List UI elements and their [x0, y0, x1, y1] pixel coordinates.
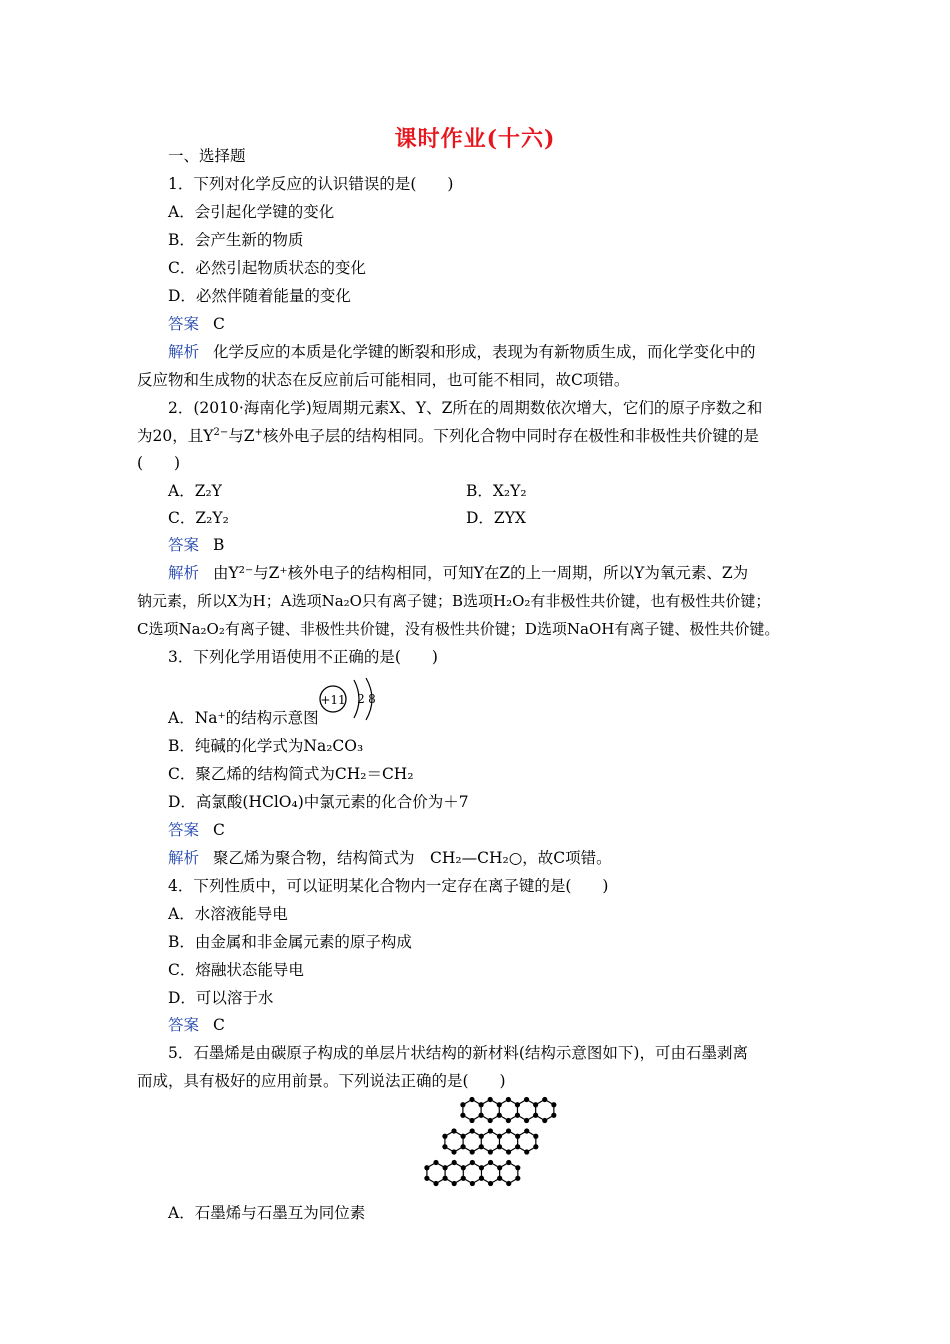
question-4-option-d: D．可以溶于水	[168, 989, 274, 1007]
nucleus-charge: +11	[320, 693, 346, 707]
carbon-atom	[488, 1128, 493, 1133]
question-4-answer	[168, 1015, 225, 1035]
carbon-atom	[506, 1118, 511, 1123]
question-4-stem: 4．下列性质中，可以证明某化合物内一定存在离子键的是( )	[168, 877, 609, 895]
question-5-option-a: A．石墨烯与石墨互为同位素	[168, 1204, 366, 1222]
question-3-option-d: D．高氯酸(HClO₄)中氯元素的化合价为＋7	[168, 793, 469, 811]
question-2-analysis	[168, 563, 748, 583]
analysis-label: 解析	[168, 849, 200, 867]
question-2-stem-paren: ( )	[137, 454, 181, 472]
carbon-atom	[506, 1097, 511, 1102]
carbon-atom	[488, 1118, 493, 1123]
carbon-atom	[470, 1149, 475, 1154]
carbon-atom	[479, 1165, 484, 1170]
carbon-atom	[433, 1160, 438, 1165]
stem-text: 为20，且Y	[137, 427, 214, 445]
shell-1-count: 2	[357, 692, 365, 706]
question-1-analysis	[168, 342, 756, 362]
carbon-atom	[497, 1102, 502, 1107]
question-1-answer	[168, 314, 225, 334]
carbon-atom	[442, 1176, 447, 1181]
stem-text: 核外电子层的结构相同。下列化合物中同时存在极性和非极性共价键的是	[262, 427, 759, 445]
question-3-analysis	[168, 848, 612, 868]
carbon-atom	[488, 1097, 493, 1102]
question-1-option-a: A．会引起化学键的变化	[168, 203, 335, 221]
carbon-atom	[515, 1113, 520, 1118]
question-2-option-b: B．X₂Y₂	[466, 482, 527, 500]
carbon-atom	[424, 1165, 429, 1170]
shell-2-count: 8	[368, 692, 376, 706]
question-1-analysis-cont: 反应物和生成物的状态在反应前后可能相同，也可能不相同，故C项错。	[137, 371, 630, 389]
answer-label: 答案	[168, 821, 200, 839]
graphene-structure-diagram	[420, 1094, 570, 1198]
question-3-answer	[168, 820, 225, 840]
charge-sup: 2−	[213, 426, 229, 438]
carbon-atom	[524, 1097, 529, 1102]
carbon-atom	[506, 1160, 511, 1165]
question-4-option-a: A．水溶液能导电	[168, 905, 288, 923]
question-2-stem: 2．(2010·海南化学)短周期元素X、Y、Z所在的周期数依次增大，它们的原子序数之和	[168, 399, 763, 417]
carbon-atom	[488, 1160, 493, 1165]
carbon-atom	[442, 1144, 447, 1149]
carbon-atom	[451, 1149, 456, 1154]
carbon-atom	[497, 1165, 502, 1170]
carbon-atom	[533, 1144, 538, 1149]
carbon-atom	[515, 1165, 520, 1170]
carbon-atom	[442, 1165, 447, 1170]
analysis-text: 由Y²⁻与Z⁺核外电子的结构相同，可知Y在Z的上一周期，所以Y为氧元素、Z为	[213, 564, 749, 582]
carbon-atom	[497, 1113, 502, 1118]
answer-label: 答案	[168, 315, 200, 333]
question-4-option-b: B．由金属和非金属元素的原子构成	[168, 933, 412, 951]
sodium-ion-structure-diagram	[316, 676, 386, 722]
question-3-stem: 3．下列化学用语使用不正确的是( )	[168, 648, 438, 666]
carbon-atom	[497, 1144, 502, 1149]
carbon-atom	[478, 1113, 483, 1118]
carbon-atom	[515, 1102, 520, 1107]
carbon-atom	[478, 1102, 483, 1107]
carbon-atom	[533, 1102, 538, 1107]
carbon-atom	[470, 1181, 475, 1186]
carbon-atom	[470, 1160, 475, 1165]
carbon-atom	[524, 1149, 529, 1154]
carbon-atom	[542, 1118, 547, 1123]
question-5-stem: 5．石墨烯是由碳原子构成的单层片状结构的新材料(结构示意图如下)，可由石墨剥离	[168, 1044, 748, 1062]
carbon-atom	[460, 1134, 465, 1139]
carbon-atom	[515, 1176, 520, 1181]
question-1-option-c: C．必然引起物质状态的变化	[168, 259, 366, 277]
question-2-option-d: D．ZYX	[466, 509, 526, 527]
carbon-atom	[469, 1118, 474, 1123]
question-4-option-c: C．熔融状态能导电	[168, 961, 304, 979]
charge-sup: +	[254, 426, 263, 438]
answer-value: C	[213, 1016, 225, 1034]
question-3-option-a: A．Na⁺的结构示意图	[168, 709, 319, 727]
question-2-stem-cont	[137, 426, 759, 446]
carbon-atom	[506, 1181, 511, 1186]
answer-value: B	[213, 536, 225, 554]
carbon-atom	[452, 1181, 457, 1186]
carbon-atom	[551, 1113, 556, 1118]
answer-value: C	[213, 315, 225, 333]
carbon-atom	[469, 1097, 474, 1102]
carbon-atom	[479, 1176, 484, 1181]
section-heading: 一、选择题	[168, 147, 246, 165]
carbon-atom	[497, 1176, 502, 1181]
answer-label: 答案	[168, 1016, 200, 1034]
carbon-atom	[488, 1181, 493, 1186]
carbon-atom	[424, 1176, 429, 1181]
carbon-atom	[460, 1113, 465, 1118]
carbon-atom	[515, 1144, 520, 1149]
carbon-atom	[433, 1181, 438, 1186]
carbon-atom	[451, 1128, 456, 1133]
question-3-option-b: B．纯碱的化学式为Na₂CO₃	[168, 737, 364, 755]
question-2-option-c: C．Z₂Y₂	[168, 509, 229, 527]
page-title: 课时作业(十六)	[394, 126, 556, 152]
question-2-analysis-cont: 钠元素，所以X为H；A选项Na₂O只有离子键；B选项H₂O₂有非极性共价键，也有极性共价键；	[137, 592, 771, 610]
carbon-atom	[479, 1144, 484, 1149]
carbon-atom	[452, 1160, 457, 1165]
question-1-option-d: D．必然伴随着能量的变化	[168, 287, 351, 305]
carbon-atom	[533, 1113, 538, 1118]
analysis-label: 解析	[168, 564, 200, 582]
answer-label: 答案	[168, 536, 200, 554]
carbon-atom	[488, 1149, 493, 1154]
carbon-atom	[515, 1134, 520, 1139]
question-3-option-c: C．聚乙烯的结构简式为CH₂＝CH₂	[168, 765, 414, 783]
question-2-analysis-cont2: C选项Na₂O₂有离子键、非极性共价键，没有极性共价键；D选项NaOH有离子键、极性共价键。	[137, 620, 780, 638]
carbon-atom	[551, 1102, 556, 1107]
carbon-atom	[460, 1102, 465, 1107]
analysis-text: 聚乙烯为聚合物，结构简式为 CH₂—CH₂○，故C项错。	[213, 849, 612, 867]
question-1-option-b: B．会产生新的物质	[168, 231, 304, 249]
answer-value: C	[213, 821, 225, 839]
carbon-atom	[461, 1165, 466, 1170]
carbon-atom	[442, 1134, 447, 1139]
carbon-atom	[460, 1144, 465, 1149]
carbon-atom	[506, 1149, 511, 1154]
carbon-atom	[524, 1118, 529, 1123]
question-2-option-a: A．Z₂Y	[168, 482, 222, 500]
carbon-atom	[542, 1097, 547, 1102]
carbon-atom	[524, 1128, 529, 1133]
question-1-stem: 1．下列对化学反应的认识错误的是( )	[168, 175, 454, 193]
carbon-atom	[506, 1128, 511, 1133]
carbon-atom	[497, 1134, 502, 1139]
stem-text: 与Z	[228, 427, 255, 445]
analysis-text: 化学反应的本质是化学键的断裂和形成，表现为有新物质生成，而化学变化中的	[213, 343, 756, 361]
carbon-atom	[461, 1176, 466, 1181]
carbon-atom	[533, 1134, 538, 1139]
carbon-atom	[479, 1134, 484, 1139]
analysis-label: 解析	[168, 343, 200, 361]
carbon-atom	[470, 1128, 475, 1133]
question-2-answer	[168, 535, 224, 555]
question-5-stem-cont: 而成，具有极好的应用前景。下列说法正确的是( )	[137, 1072, 506, 1090]
